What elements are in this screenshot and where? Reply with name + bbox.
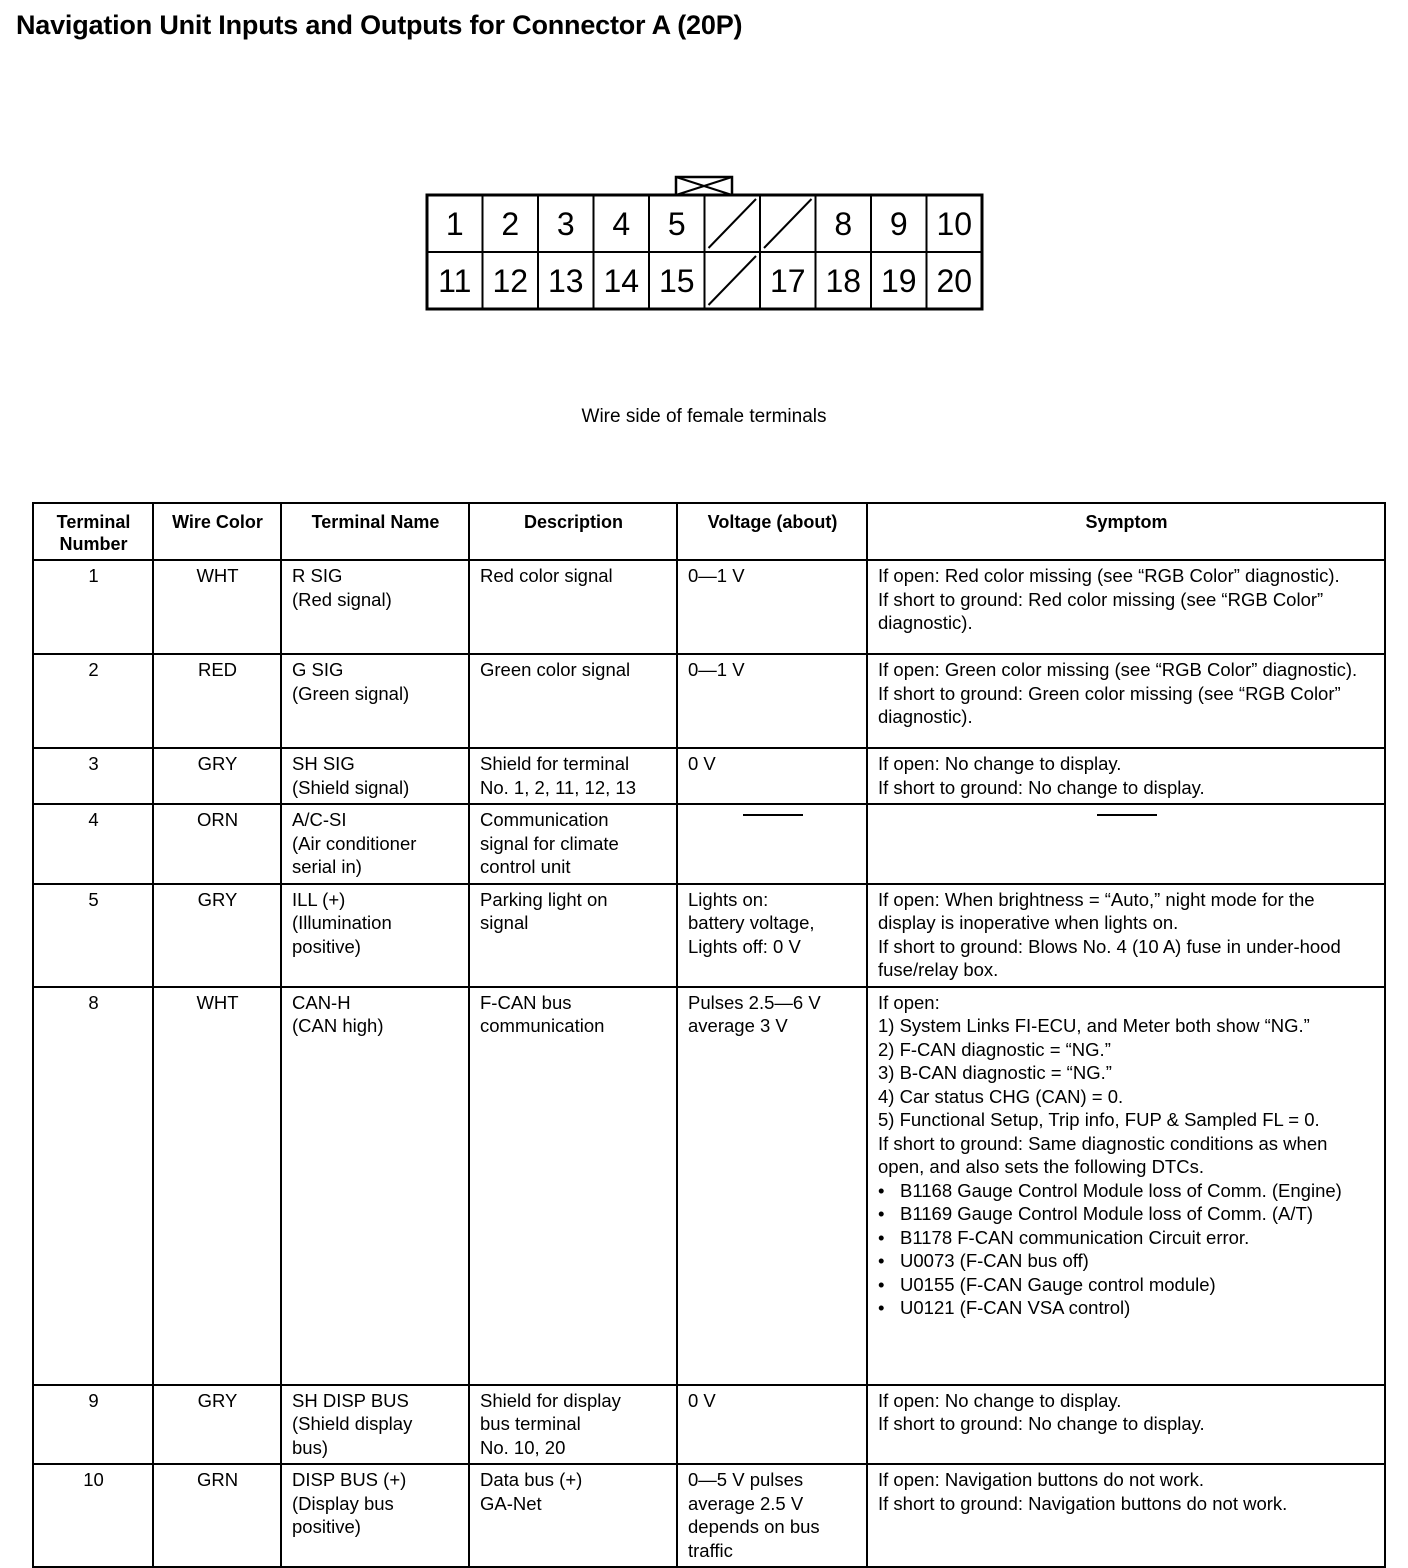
page-title: Navigation Unit Inputs and Outputs for Connector A (20P) [16,10,743,40]
cell-wire-color: WHT [153,987,281,1385]
cell-terminal-name [281,1385,469,1465]
cell-symptom [867,1385,1385,1465]
symptom-line: If short to ground: Green color missing (see “RGB Color” diagnostic). [878,682,1341,727]
terminal-cell-label: 1 [445,206,464,242]
cell-terminal-name [281,884,469,987]
bullet-text: U0073 (F-CAN bus off) [900,1250,1089,1271]
symptom-line: If open: No change to display. [878,753,1122,774]
symptom-dtc-bullet [878,1202,1375,1226]
terminal-name-line: G SIG [292,659,344,680]
description-line: control unit [480,856,571,877]
symptom-line: If open: No change to display. [878,1389,1122,1411]
symptom-line: 4) Car status CHG (CAN) = 0. [878,1085,1124,1107]
cell-symptom [867,654,1385,748]
symptom-dtc-bullet [878,1179,1375,1203]
bullet-dot-icon: • [878,1226,885,1248]
description-line: signal [480,912,529,933]
header-terminal-number: Terminal Number [33,503,153,560]
bullet-text: B1169 Gauge Control Module loss of Comm. (A/T) [900,1203,1313,1224]
cell-symptom [867,748,1385,804]
symptom-dtc-bullet [878,1226,1375,1250]
terminal-name-line: positive) [292,935,361,957]
description-line: GA-Net [480,1492,542,1514]
terminal-cell-label: 2 [501,206,520,242]
cell-description [469,1464,677,1567]
bullet-text: B1168 Gauge Control Module loss of Comm. (Engine) [900,1179,1342,1201]
io-table [32,502,1386,1568]
cell-voltage [677,654,867,748]
cell-terminal-name [281,987,469,1385]
voltage-line: 0—5 V pulses [688,1469,804,1490]
voltage-line: Lights on: [688,888,769,910]
terminal-name-line: bus) [292,1436,328,1458]
not-applicable-dash [1097,814,1157,816]
symptom-line: If open: When brightness = “Auto,” night mode for the display is inoperative when lights on. [878,888,1315,933]
terminal-name-line: SH DISP BUS [292,1389,409,1411]
table-row [33,654,1385,748]
cell-terminal-number: 8 [33,987,153,1385]
cell-description [469,884,677,987]
terminal-name-line: serial in) [292,856,362,877]
terminal-name-line: DISP BUS (+) [292,1469,407,1490]
cell-terminal-number: 1 [33,560,153,654]
bullet-dot-icon: • [878,1297,885,1318]
table-row [33,804,1385,884]
voltage-line: 0 V [688,753,716,774]
cell-wire-color: RED [153,654,281,748]
description-line: Green color signal [480,659,631,680]
header-symptom: Symptom [867,503,1385,560]
cell-terminal-number: 2 [33,654,153,748]
terminal-cell-label: 8 [834,206,853,242]
cell-symptom [867,1464,1385,1567]
symptom-line: If short to ground: No change to display. [878,776,1205,798]
description-line: Communication [480,809,609,830]
cell-wire-color: GRN [153,1464,281,1567]
description-line: Shield for terminal [480,753,630,774]
bullet-dot-icon: • [878,1203,885,1224]
description-line: Parking light on [480,888,608,910]
terminal-name-line: (Illumination [292,912,392,933]
symptom-line: If short to ground: Same diagnostic conditions as when open, and also sets the following DTCs. [878,1132,1328,1177]
table-row [33,884,1385,987]
description-line: No. 10, 20 [480,1436,566,1458]
symptom-dtc-bullet [878,1249,1375,1273]
cell-terminal-number: 10 [33,1464,153,1567]
cell-description [469,654,677,748]
terminal-cell-label: 12 [492,263,529,299]
cell-terminal-name [281,1464,469,1567]
cell-symptom [867,987,1385,1385]
description-line: signal for climate [480,832,619,854]
bullet-text: U0121 (F-CAN VSA control) [900,1297,1131,1318]
cell-description [469,987,677,1385]
terminal-name-line: R SIG [292,565,343,586]
symptom-line: If open: Red color missing (see “RGB Color” diagnostic). [878,565,1340,586]
terminal-cell-label: 5 [667,206,686,242]
terminal-cell-label: 19 [880,263,917,299]
cell-wire-color: GRY [153,748,281,804]
table-row [33,1464,1385,1567]
cell-terminal-name [281,804,469,884]
description-line: communication [480,1015,605,1036]
terminal-cell-label: 3 [556,206,575,242]
table-header-row [33,503,1385,560]
cell-description [469,1385,677,1465]
cell-voltage [677,1464,867,1567]
terminal-name-line: ILL (+) [292,888,346,910]
cell-voltage [677,560,867,654]
terminal-name-line: CAN-H [292,991,351,1013]
voltage-line: 0—1 V [688,565,745,586]
description-line: Red color signal [480,565,613,586]
cell-wire-color: WHT [153,560,281,654]
terminal-cell-label: 13 [547,263,584,299]
symptom-line: If open: Navigation buttons do not work. [878,1469,1205,1490]
terminal-name-line: SH SIG [292,753,355,774]
symptom-line: If short to ground: Blows No. 4 (10 A) fuse in under-hood fuse/relay box. [878,935,1341,980]
cell-terminal-number: 5 [33,884,153,987]
symptom-line: 2) F-CAN diagnostic = “NG.” [878,1038,1111,1060]
table-row [33,748,1385,804]
symptom-line: 3) B-CAN diagnostic = “NG.” [878,1062,1112,1083]
terminal-cell-label: 11 [438,263,472,299]
terminal-name-line: positive) [292,1516,361,1537]
connector-latch-icon [676,177,732,195]
table-row [33,1385,1385,1465]
symptom-line: If open: Green color missing (see “RGB Color” diagnostic). [878,659,1358,680]
terminal-name-line: (Air conditioner [292,832,417,854]
terminal-name-line: (Green signal) [292,682,410,704]
bullet-dot-icon: • [878,1273,885,1295]
symptom-line: If open: [878,991,940,1013]
description-line: Data bus (+) [480,1469,583,1490]
header-terminal-name: Terminal Name [281,503,469,560]
cell-wire-color: GRY [153,884,281,987]
terminal-cell-label: 4 [612,206,631,242]
terminal-cell-label: 17 [769,263,806,299]
bullet-text: B1178 F-CAN communication Circuit error. [900,1226,1250,1248]
bullet-dot-icon: • [878,1179,885,1201]
symptom-line: If short to ground: No change to display. [878,1413,1205,1434]
voltage-line: Lights off: 0 V [688,935,801,957]
connector-diagram [424,174,984,314]
cell-voltage [677,884,867,987]
terminal-name-line: (Red signal) [292,588,392,610]
header-description: Description [469,503,677,560]
cell-terminal-name [281,560,469,654]
cell-symptom [867,884,1385,987]
terminal-cell-label: 14 [603,263,640,299]
bullet-text: U0155 (F-CAN Gauge control module) [900,1273,1216,1295]
terminal-cell-label: 18 [825,263,862,299]
voltage-line: average 2.5 V [688,1492,804,1514]
table-row [33,987,1385,1385]
terminal-cell-label: 9 [889,206,908,242]
description-line: F-CAN bus [480,991,572,1013]
terminal-cell-label: 20 [936,263,973,299]
cell-symptom [867,560,1385,654]
cell-voltage [677,748,867,804]
terminal-name-line: (Shield display [292,1413,413,1434]
cell-description [469,748,677,804]
cell-terminal-name [281,748,469,804]
symptom-line: If short to ground: Navigation buttons do not work. [878,1492,1288,1514]
symptom-dtc-bullet [878,1296,1375,1320]
symptom-line: 1) System Links FI-ECU, and Meter both show “NG.” [878,1015,1310,1036]
voltage-line: depends on bus [688,1516,820,1537]
terminal-cell-label: 15 [658,263,695,299]
terminal-cell-label: 10 [936,206,973,242]
header-voltage: Voltage (about) [677,503,867,560]
terminal-name-line: (Shield signal) [292,776,410,798]
cell-terminal-number: 9 [33,1385,153,1465]
voltage-line: battery voltage, [688,912,815,933]
terminal-name-line: A/C-SI [292,809,347,830]
cell-description [469,804,677,884]
symptom-line: If short to ground: Red color missing (see “RGB Color” diagnostic). [878,588,1324,633]
cell-terminal-name [281,654,469,748]
symptom-dtc-bullet [878,1273,1375,1297]
not-applicable-dash [743,814,803,816]
table-body [33,560,1385,1567]
cell-voltage [677,987,867,1385]
voltage-line: average 3 V [688,1015,788,1036]
table-row [33,560,1385,654]
terminal-name-line: (CAN high) [292,1015,384,1036]
bullet-dot-icon: • [878,1250,885,1271]
description-line: bus terminal [480,1413,581,1434]
voltage-line: 0 V [688,1389,716,1411]
terminal-name-line: (Display bus [292,1492,394,1514]
header-wire-color: Wire Color [153,503,281,560]
cell-voltage [677,804,867,884]
voltage-line: traffic [688,1539,733,1561]
cell-wire-color: ORN [153,804,281,884]
cell-terminal-number: 4 [33,804,153,884]
cell-wire-color: GRY [153,1385,281,1465]
cell-description [469,560,677,654]
voltage-line: 0—1 V [688,659,745,680]
cell-voltage [677,1385,867,1465]
symptom-line: 5) Functional Setup, Trip info, FUP & Sampled FL = 0. [878,1109,1320,1130]
description-line: Shield for display [480,1389,621,1411]
cell-terminal-number: 3 [33,748,153,804]
voltage-line: Pulses 2.5—6 V [688,991,821,1013]
cell-symptom [867,804,1385,884]
description-line: No. 1, 2, 11, 12, 13 [480,776,636,798]
connector-caption: Wire side of female terminals [581,406,827,427]
